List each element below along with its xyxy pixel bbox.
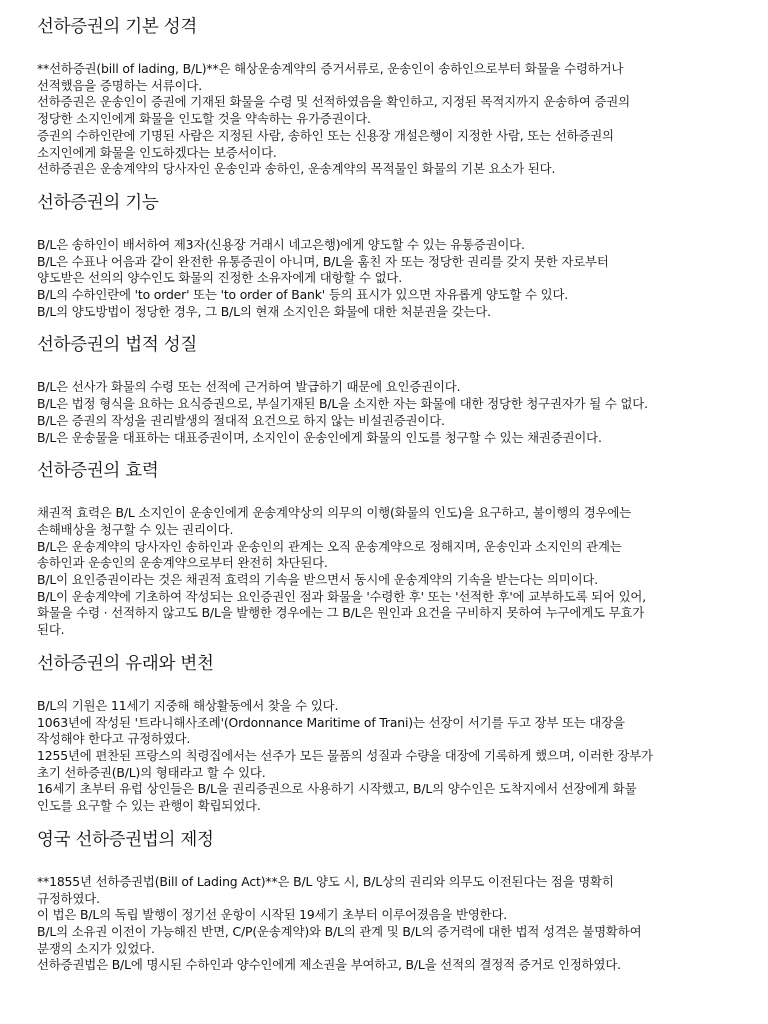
paragraph-line: B/L은 선사가 화물의 수령 또는 선적에 근거하여 발급하기 때문에 요인증권이다. [37, 379, 461, 395]
paragraph [37, 304, 738, 321]
section-heading: 선하증권의 법적 성질 [37, 335, 197, 356]
paragraph-line: 1255년에 편찬된 프랑스의 칙령집에서는 선주가 모든 물품의 성질과 수량을 대장에 기록하게 했으며, 이러한 장부가 [37, 747, 653, 763]
paragraph-line: **1855년 선하증권법(Bill of Lading Act)**은 B/L 양도 시, B/L상의 권리와 의무도 이전된다는 점을 명확히 [37, 873, 614, 889]
paragraph [37, 379, 738, 396]
paragraph [37, 715, 738, 748]
paragraph [37, 94, 738, 127]
paragraph [37, 128, 738, 161]
section-body [37, 237, 738, 321]
paragraph [37, 698, 738, 715]
paragraph-line: 채권적 효력은 B/L 소지인이 운송인에게 운송계약상의 의무의 이행(화물의 인도)을 요구하고, 불이행의 경우에는 [37, 505, 632, 521]
paragraph [37, 61, 738, 94]
paragraph [37, 396, 738, 413]
section-body [37, 698, 738, 815]
paragraph [37, 413, 738, 430]
paragraph-line: 손해배상을 청구할 수 있는 권리이다. [37, 521, 234, 537]
paragraph-line: **선하증권(bill of lading, B/L)**은 해상운송계약의 증거서류로, 운송인이 송하인으로부터 화물을 수령하거나 [37, 61, 624, 76]
paragraph-line: B/L이 요인증권이라는 것은 채권적 효력의 기속을 받으면서 동시에 운송계약의 기속을 받는다는 의미이다. [37, 572, 599, 588]
paragraph-line: 송하인과 운송인의 운송계약으로부터 완전히 차단된다. [37, 555, 328, 571]
section-heading: 선하증권의 기본 성격 [37, 17, 197, 37]
paragraph-line: 16세기 초부터 유럽 상인들은 B/L을 권리증권으로 사용하기 시작했고, B/L의 양수인은 도착지에서 선장에게 화물 [37, 781, 637, 797]
paragraph [37, 874, 738, 907]
paragraph [37, 572, 738, 589]
paragraph [37, 254, 738, 287]
paragraph-line: B/L의 기원은 11세기 지중해 해상활동에서 찾을 수 있다. [37, 697, 339, 713]
paragraph-line: B/L의 양도방법이 정당한 경우, 그 B/L의 현재 소지인은 화물에 대한 처분권을 갖는다. [37, 303, 491, 319]
paragraph-line: 선하증권은 운송계약의 당사자인 운송인과 송하인, 운송계약의 목적물인 화물의 기본 요소가 된다. [37, 161, 556, 177]
paragraph [37, 589, 738, 639]
paragraph [37, 781, 738, 814]
paragraph-line: B/L의 소유권 이전이 가능해진 반면, C/P(운송계약)와 B/L의 관계 및 B/L의 증거력에 대한 법적 성격은 불명확하여 [37, 923, 642, 939]
paragraph-line: B/L은 송하인이 배서하여 제3자(신용장 거래시 네고은행)에게 양도할 수 있는 유통증권이다. [37, 236, 525, 252]
paragraph-line: B/L이 운송계약에 기초하여 작성되는 요인증권인 점과 화물을 '수령한 후' 또는 '선적한 후'에 교부하도록 되어 있어, [37, 588, 647, 604]
section-body [37, 379, 738, 446]
section-heading: 선하증권의 유래와 변천 [37, 653, 214, 674]
section [37, 827, 738, 974]
paragraph [37, 907, 738, 924]
paragraph [37, 237, 738, 254]
paragraph [37, 161, 738, 178]
paragraph-line: 이 법은 B/L의 독립 발행이 정기선 운항이 시작된 19세기 초부터 이루어졌음을 반영한다. [37, 907, 508, 923]
paragraph-line: 소지인에게 화물을 인도하겠다는 보증서이다. [37, 144, 277, 160]
section [37, 651, 738, 815]
paragraph-line: 인도를 요구할 수 있는 관행이 확립되었다. [37, 798, 261, 814]
paragraph-line: 선적했음을 증명하는 서류이다. [37, 77, 203, 93]
paragraph-line: 선하증권은 운송인이 증권에 기재된 화물을 수령 및 선적하였음을 확인하고, 지정된 목적지까지 운송하여 증권의 [37, 94, 630, 110]
section [37, 332, 738, 446]
paragraph [37, 287, 738, 304]
paragraph-line: 1063년에 작성된 '트라니해사조례'(Ordonnance Maritime of Trani)는 선장이 서기를 두고 장부 또는 대장을 [37, 714, 625, 730]
paragraph-line: B/L은 증권의 작성을 권리발생의 절대적 요건으로 하지 않는 비설권증권이다. [37, 412, 445, 428]
section-heading: 선하증권의 기능 [37, 192, 159, 213]
section [37, 458, 738, 639]
paragraph [37, 430, 738, 447]
paragraph-line: B/L은 운송계약의 당사자인 송하인과 운송인의 관계는 오직 운송계약으로 정해지며, 운송인과 소지인의 관계는 [37, 538, 622, 554]
paragraph-line: 정당한 소지인에게 화물을 인도할 것을 약속하는 유가증권이다. [37, 111, 371, 127]
paragraph-line: 작성해야 한다고 규정하였다. [37, 731, 191, 747]
paragraph-line: B/L은 운송물을 대표하는 대표증권이며, 소지인이 운송인에게 화물의 인도를 청구할 수 있는 채권증권이다. [37, 429, 602, 445]
section [37, 190, 738, 321]
section-heading: 선하증권의 효력 [37, 461, 159, 482]
paragraph [37, 505, 738, 538]
paragraph-line: B/L의 수하인란에 'to order' 또는 'to order of Bank' 등의 표시가 있으면 자유롭게 양도할 수 있다. [37, 287, 569, 303]
paragraph-line: 초기 선하증권(B/L)의 형태라고 할 수 있다. [37, 764, 266, 780]
section-heading: 영국 선하증권법의 제정 [37, 829, 214, 850]
paragraph [37, 957, 738, 974]
paragraph [37, 748, 738, 781]
section-body [37, 61, 738, 178]
paragraph-line: 된다. [37, 622, 65, 638]
paragraph-line: 선하증권법은 B/L에 명시된 수하인과 양수인에게 제소권을 부여하고, B/L을 선적의 결정적 증거로 인정하였다. [37, 957, 621, 973]
section-body [37, 874, 738, 974]
paragraph-line: B/L은 법정 형식을 요하는 요식증권으로, 부실기재된 B/L을 소지한 자는 화물에 대한 정당한 청구권자가 될 수 없다. [37, 396, 648, 412]
paragraph [37, 924, 738, 957]
paragraph-line: 화물을 수령 · 선적하지 않고도 B/L을 발행한 경우에는 그 B/L은 원인과 요건을 구비하지 못하여 누구에게도 무효가 [37, 605, 645, 621]
section-body [37, 505, 738, 639]
paragraph-line: 증권의 수하인란에 기명된 사람은 지정된 사람, 송하인 또는 신용장 개설은행이 지정한 사람, 또는 선하증권의 [37, 127, 614, 143]
section [37, 14, 738, 178]
paragraph-line: B/L은 수표나 어음과 같이 완전한 유통증권이 아니며, B/L을 훔친 자 또는 정당한 권리를 갖지 못한 자로부터 [37, 253, 609, 269]
paragraph-line: 규정하였다. [37, 890, 100, 906]
paragraph-line: 분쟁의 소지가 있었다. [37, 940, 155, 956]
paragraph-line: 양도받은 선의의 양수인도 화물의 진정한 소유자에게 대항할 수 없다. [37, 270, 403, 286]
paragraph [37, 539, 738, 572]
